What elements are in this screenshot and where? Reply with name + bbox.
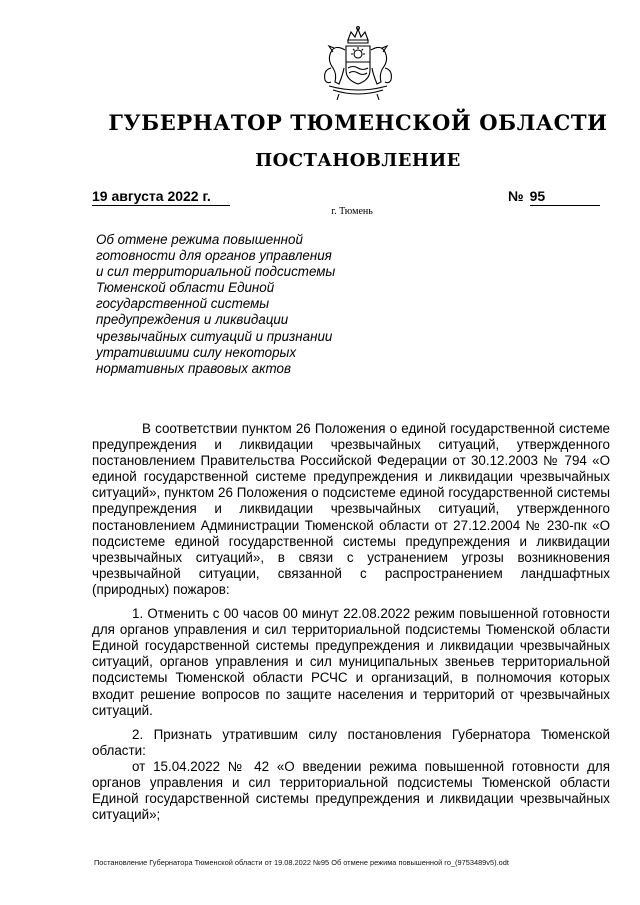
document-body [92, 421, 610, 823]
preamble-paragraph: В соответствии пунктом 26 Положения о единой государственной системе предупреждения и ликвидации чрезвычайных ситуаций, утвержденного постановлением Правительства Российской Федерации от 30.12.2003 № 794 «О единой государственной системе предупреждения и ликвидации чрезвычайных ситуаций», пунктом 26 Положения о подсистеме единой государственной системы предупреждения и ликвидации чрезвычайных ситуаций, утвержденного постановлением Администрации Тюменской области от 27.12.2004 № 230-пк «О подсистеме единой государственной системы предупреждения и ликвидации чрезвычайных ситуаций», в связи с устранением угрозы возникновения чрезвычайной ситуации, связанной с распространением ландшафтных (природных) пожаров: [92, 421, 610, 597]
subject-line: утратившими силу некоторых [96, 344, 297, 360]
subject-line: и сил территориальной подсистемы [96, 264, 336, 280]
item-2-paragraph: 2. Признать утратившим силу постановления Губернатора Тюменской области: [92, 726, 610, 758]
subject-line: предупреждения и ликвидации [96, 312, 289, 328]
coat-of-arms-icon [315, 24, 401, 104]
subject-line: готовности для органов управления [96, 248, 332, 264]
number-label: № [508, 188, 524, 204]
document-date: 19 августа 2022 г. [92, 188, 230, 206]
item-1-paragraph: 1. Отменить с 00 часов 00 минут 22.08.2022 режим повышенной готовности для органов управления и сил территориальной подсистемы Тюменской области Единой государственной системы предупреждения и ликвидации чрезвычайных ситуаций, органов управления и сил муниципальных звеньев территориальной подсистемы Тюменской области РСЧС и организаций, в полномочия которых входит решение вопросов по защите населения и территорий от чрезвычайных ситуаций. [92, 606, 610, 718]
authority-title: ГУБЕРНАТОР ТЮМЕНСКОЙ ОБЛАСТИ [108, 110, 608, 135]
city-name: г. Тюмень [331, 206, 373, 217]
file-footer: Постановление Губернатора Тюменской области от 19.08.2022 №95 Об отмене режима повышенной го_(9753489v5).odt [94, 858, 509, 867]
subject-line: государственной системы [96, 296, 270, 312]
item-2-subparagraph: от 15.04.2022 № 42 «О введении режима повышенной готовности для органов управления и сил территориальной подсистемы Тюменской области Единой государственной системы предупреждения и ликвидации чрезвычайных ситуаций»; [92, 758, 610, 823]
number-value: 95 [530, 188, 600, 206]
subject-line: Тюменской области Единой [96, 280, 275, 296]
subject-line: нормативных правовых актов [96, 360, 291, 376]
subject-line: Об отмене режима повышенной [96, 232, 303, 247]
document-number [508, 188, 604, 206]
document-type: ПОСТАНОВЛЕНИЕ [255, 150, 461, 171]
document-subject [96, 232, 356, 377]
subject-line: чрезвычайных ситуаций и признании [96, 328, 333, 344]
